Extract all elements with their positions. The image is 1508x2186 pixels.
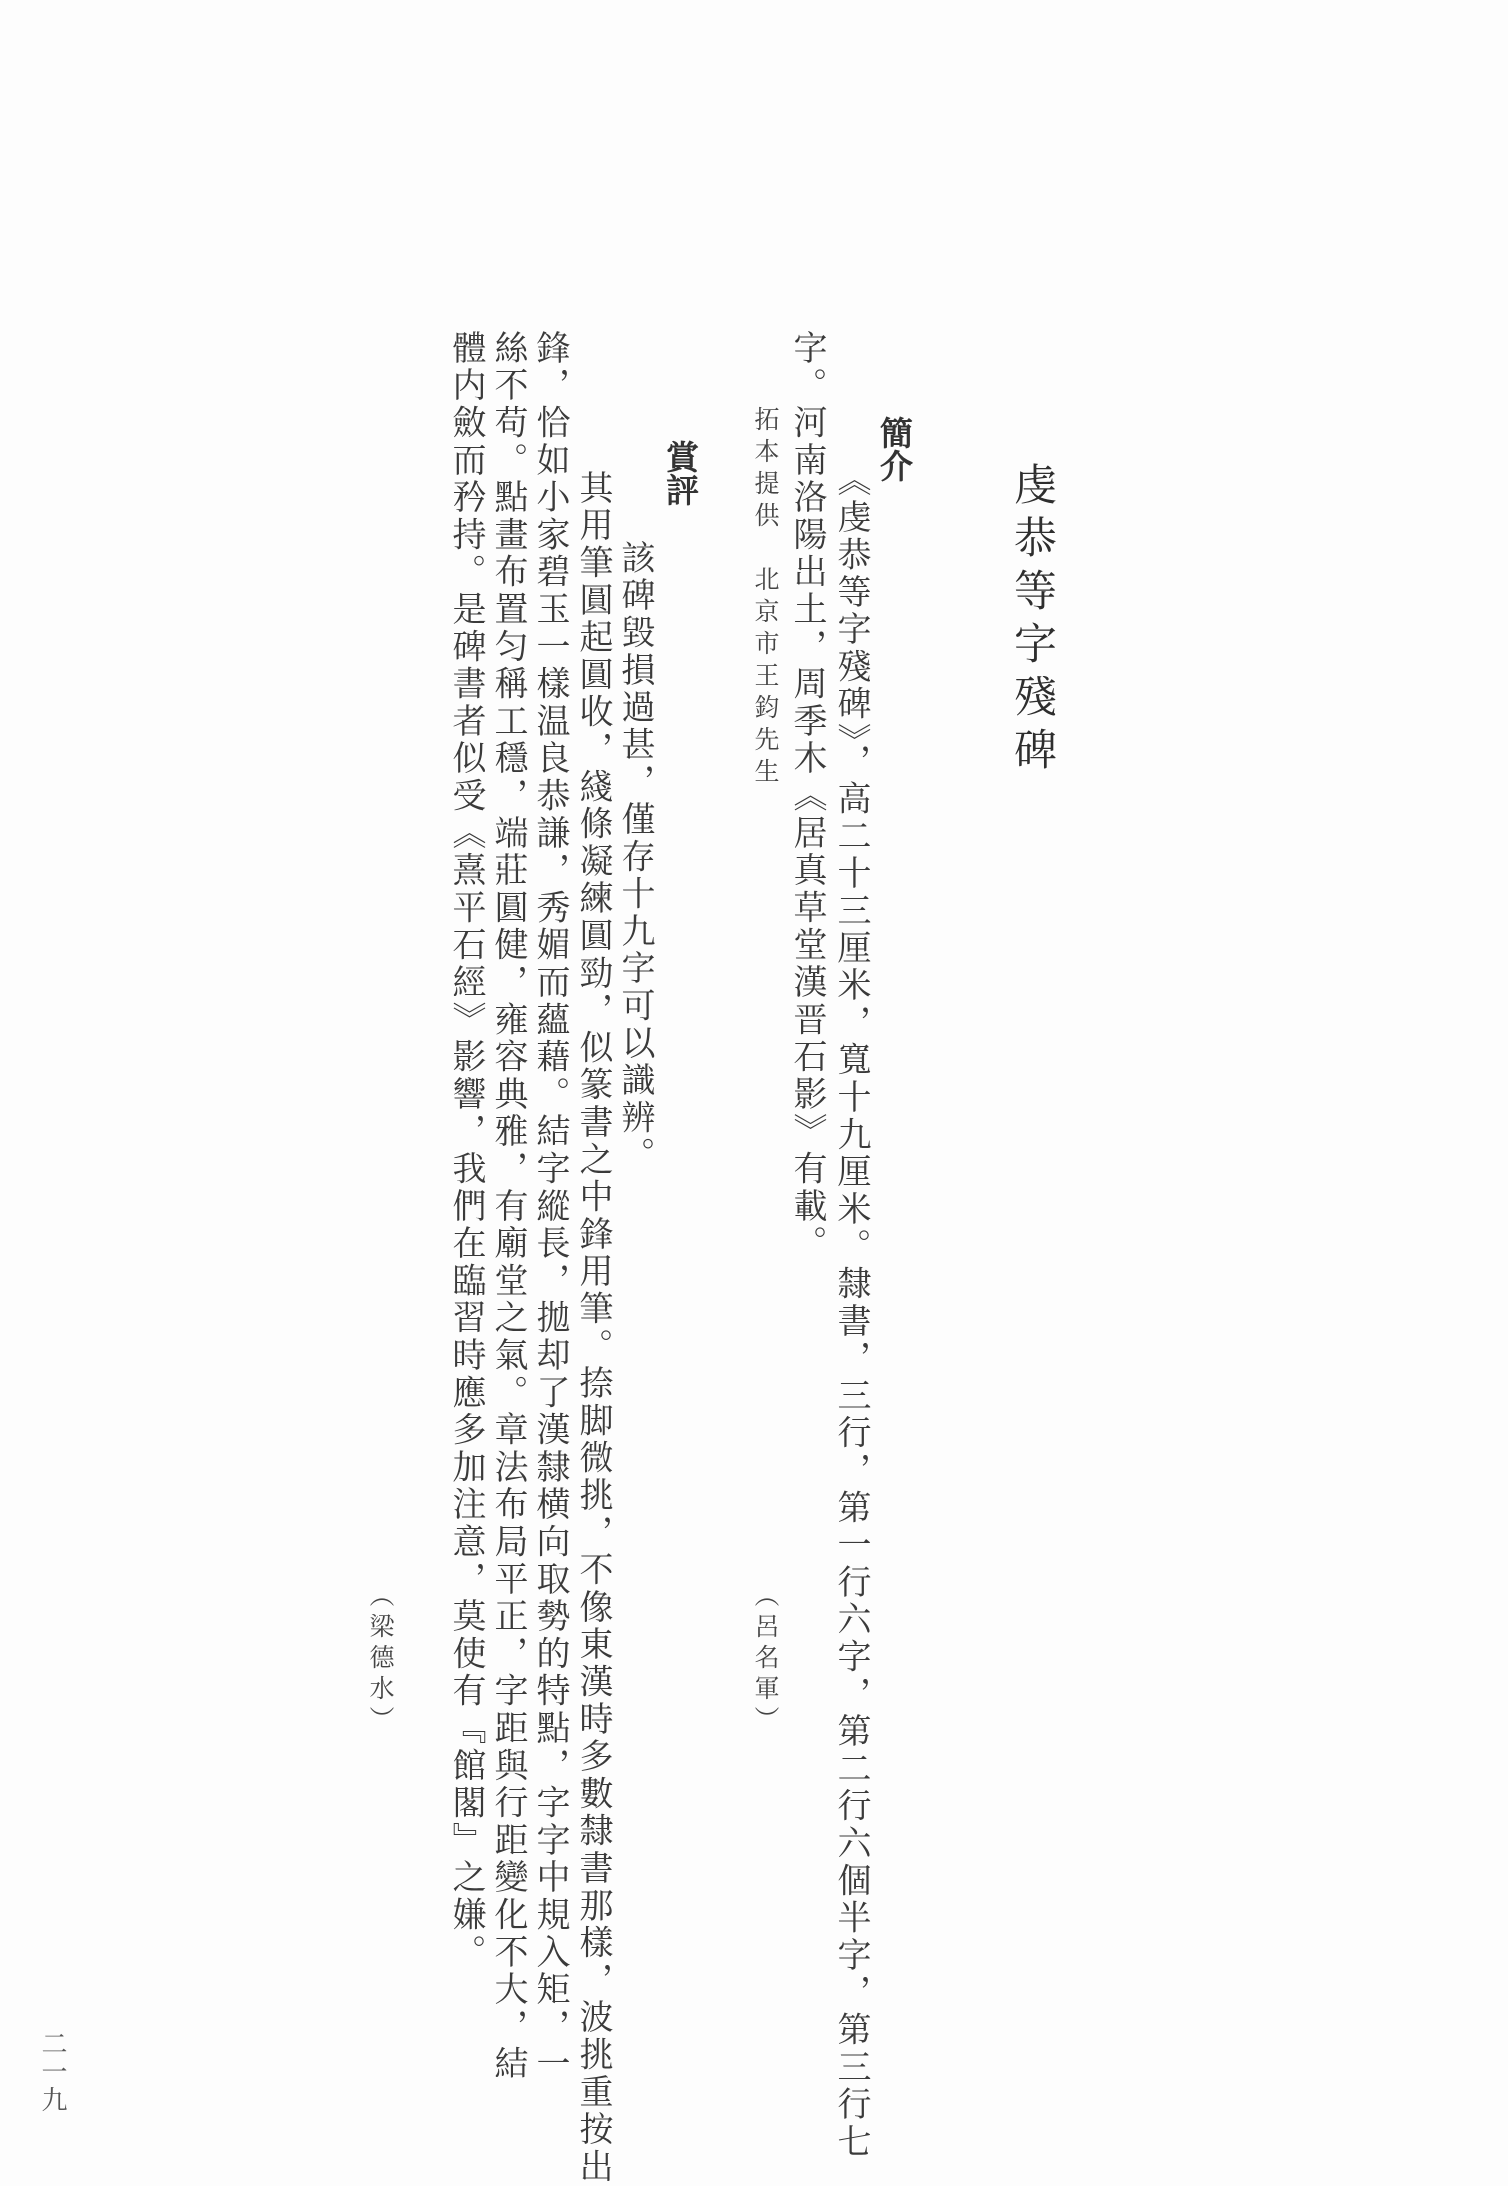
review-heading: 賞評 — [661, 440, 700, 506]
review-text-line-4: 絲不苟。點畫布置匀稱工穩，端莊圓健，雍容典雅，有廟堂之氣。章法布局平正，字距與行距變化不大，結 — [488, 330, 528, 2084]
review-text-line-2: 其用筆圓起圓收，綫條凝練圓勁，似篆書之中鋒用筆。捺脚微挑，不像東漢時多數隸書那樣，波挑重按出 — [573, 470, 613, 2186]
intro-text-line-2: 字。河南洛陽出土，周季木《居真草堂漢晋石影》有載。 — [787, 330, 827, 1263]
intro-heading: 簡介 — [875, 416, 914, 482]
intro-text-line-1: 《虔恭等字殘碑》，高二十三厘米，寬十九厘米。隸書，三行，第一行六字，第二行六個半字，第三行七 — [831, 462, 871, 2161]
review-author: （梁德水） — [366, 1582, 395, 1737]
review-text-line-5: 體内斂而矜持。是碑書者似受《熹平石經》影響，我們在臨習時應多加注意，莫使有『館閣』之嫌。 — [446, 330, 486, 1972]
page-title: 虔恭等字殘碑 — [1007, 462, 1057, 780]
review-text-line-1: 該碑毀損過甚，僅存十九字可以識辨。 — [615, 540, 655, 1175]
intro-author: （呂名軍） — [751, 1582, 780, 1737]
page-number: 二一九 — [37, 2030, 67, 2114]
review-text-line-3: 鋒，恰如小家碧玉一樣温良恭謙，秀媚而蘊藉。結字縱長，拋却了漢隸横向取勢的特點，字字中規入矩，一 — [530, 330, 570, 2084]
rubbing-provider: 拓本提供 北京市王鈞先生 — [751, 406, 780, 790]
